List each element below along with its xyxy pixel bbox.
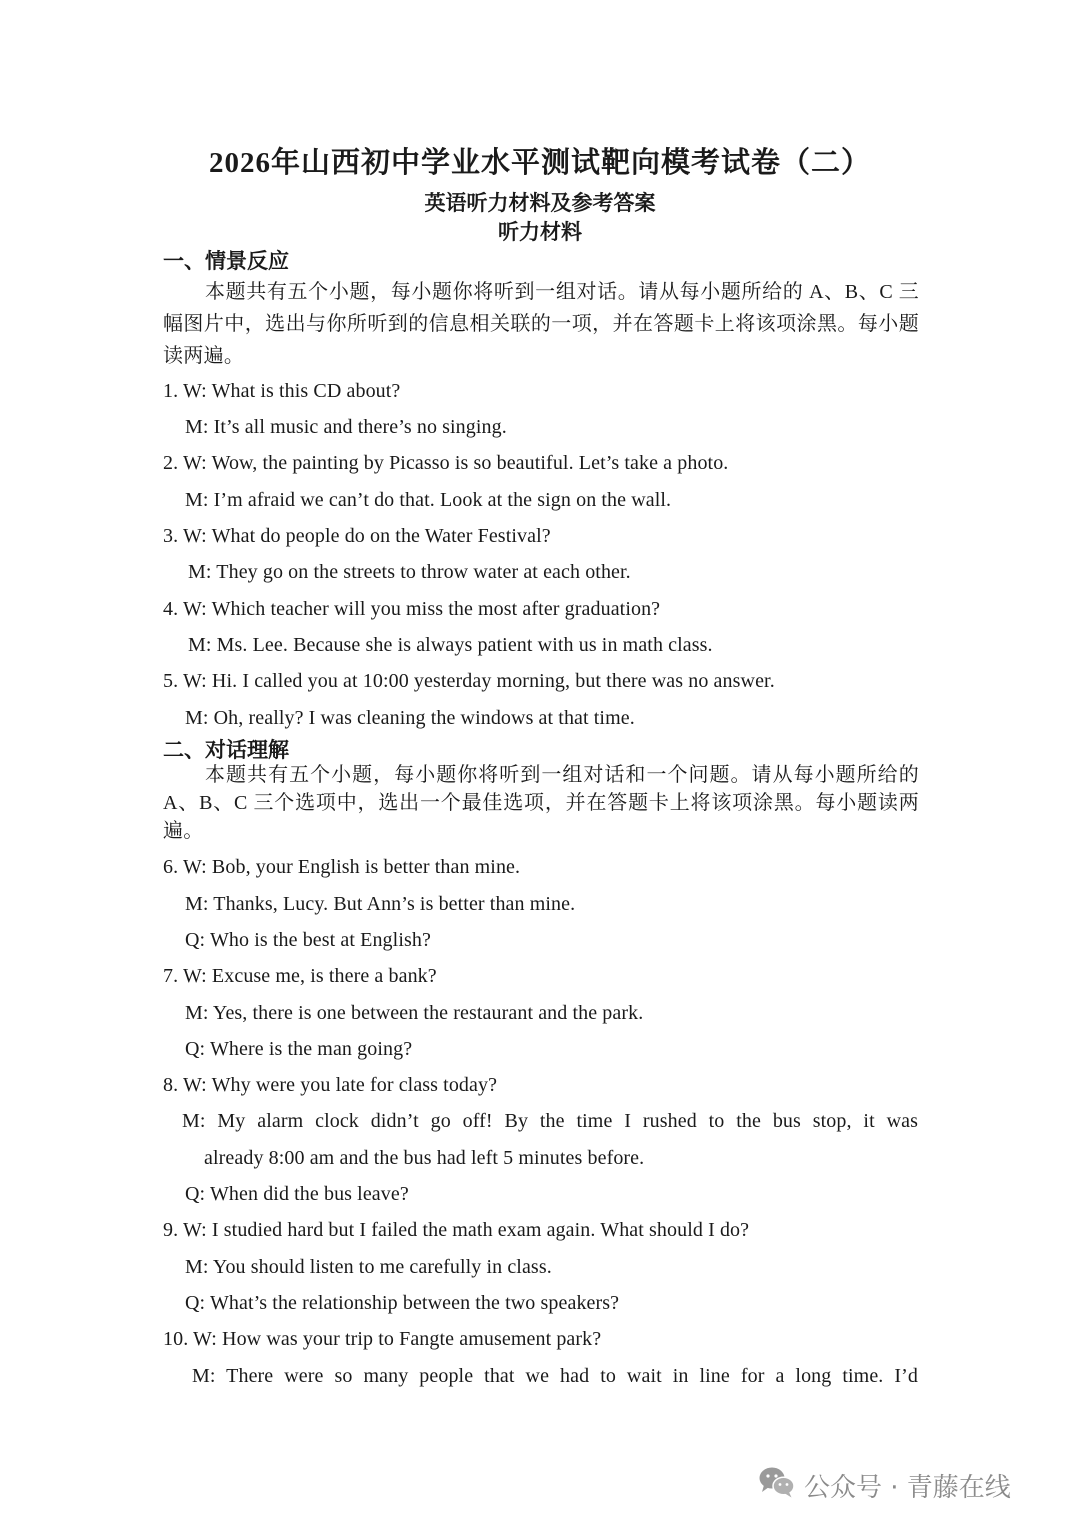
- dialogue-line: M: It’s all music and there’s no singing.: [185, 416, 507, 438]
- dialogue-line: M: Oh, really? I was cleaning the windows at that time.: [185, 707, 635, 729]
- watermark-text: 公众号 · 青藤在线: [804, 1472, 1011, 1503]
- page-title: 2026年山西初中学业水平测试靶向模考试卷（二）: [208, 147, 871, 179]
- dialogue-line: 1. W: What is this CD about?: [163, 380, 401, 402]
- dialogue-line: M: You should listen to me carefully in class.: [185, 1256, 552, 1278]
- dialogue-line: 2. W: Wow, the painting by Picasso is so beautiful. Let’s take a photo.: [163, 452, 729, 474]
- section-heading-2: 二、对话理解: [163, 738, 289, 762]
- dialogue-line: Q: What’s the relationship between the two speakers?: [185, 1292, 620, 1314]
- dialogue-line: M: I’m afraid we can’t do that. Look at the sign on the wall.: [185, 489, 672, 511]
- watermark: [758, 1465, 1011, 1505]
- section-subtitle: 听力材料: [498, 220, 582, 244]
- dialogue-line: M: My alarm clock didn’t go off! By the time I rushed to the bus stop, it was: [182, 1110, 918, 1132]
- dialogue-line: 7. W: Excuse me, is there a bank?: [163, 965, 437, 987]
- section-heading-1: 一、情景反应: [163, 249, 289, 273]
- dialogue-line: 10. W: How was your trip to Fangte amusement park?: [163, 1328, 602, 1350]
- dialogue-line: 3. W: What do people do on the Water Festival?: [163, 525, 551, 547]
- dialogue-line: 4. W: Which teacher will you miss the most after graduation?: [163, 598, 661, 620]
- dialogue-line-continuation: already 8:00 am and the bus had left 5 minutes before.: [204, 1147, 645, 1169]
- section-instructions-1: 本题共有五个小题，每小题你将听到一组对话。请从每小题所给的 A、B、C 三幅图片中，选出与你所听到的信息相关联的一项，并在答题卡上将该项涂黑。每小题读两遍。: [163, 281, 919, 367]
- dialogue-line: M: There were so many people that we had to wait in line for a long time. I’d: [192, 1365, 918, 1387]
- wechat-icon: [758, 1465, 796, 1506]
- dialogue-line: M: Yes, there is one between the restaurant and the park.: [185, 1002, 644, 1024]
- page-subtitle: 英语听力材料及参考答案: [424, 191, 656, 215]
- dialogue-line: M: Ms. Lee. Because she is always patient with us in math class.: [188, 634, 713, 656]
- dialogue-line: 8. W: Why were you late for class today?: [163, 1074, 498, 1096]
- dialogue-line: 5. W: Hi. I called you at 10:00 yesterday morning, but there was no answer.: [163, 670, 775, 692]
- dialogue-line: Q: When did the bus leave?: [185, 1183, 409, 1205]
- dialogue-line: Q: Who is the best at English?: [185, 929, 431, 951]
- section-instructions-2: 本题共有五个小题，每小题你将听到一组对话和一个问题。请从每小题所给的 A、B、C 三个选项中，选出一个最佳选项，并在答题卡上将该项涂黑。每小题读两遍。: [163, 764, 919, 842]
- dialogue-line: M: They go on the streets to throw water at each other.: [188, 561, 631, 583]
- dialogue-line: 9. W: I studied hard but I failed the math exam again. What should I do?: [163, 1219, 750, 1241]
- dialogue-line: M: Thanks, Lucy. But Ann’s is better than mine.: [185, 893, 576, 915]
- dialogue-line: 6. W: Bob, your English is better than mine.: [163, 856, 521, 878]
- dialogue-line: Q: Where is the man going?: [185, 1038, 413, 1060]
